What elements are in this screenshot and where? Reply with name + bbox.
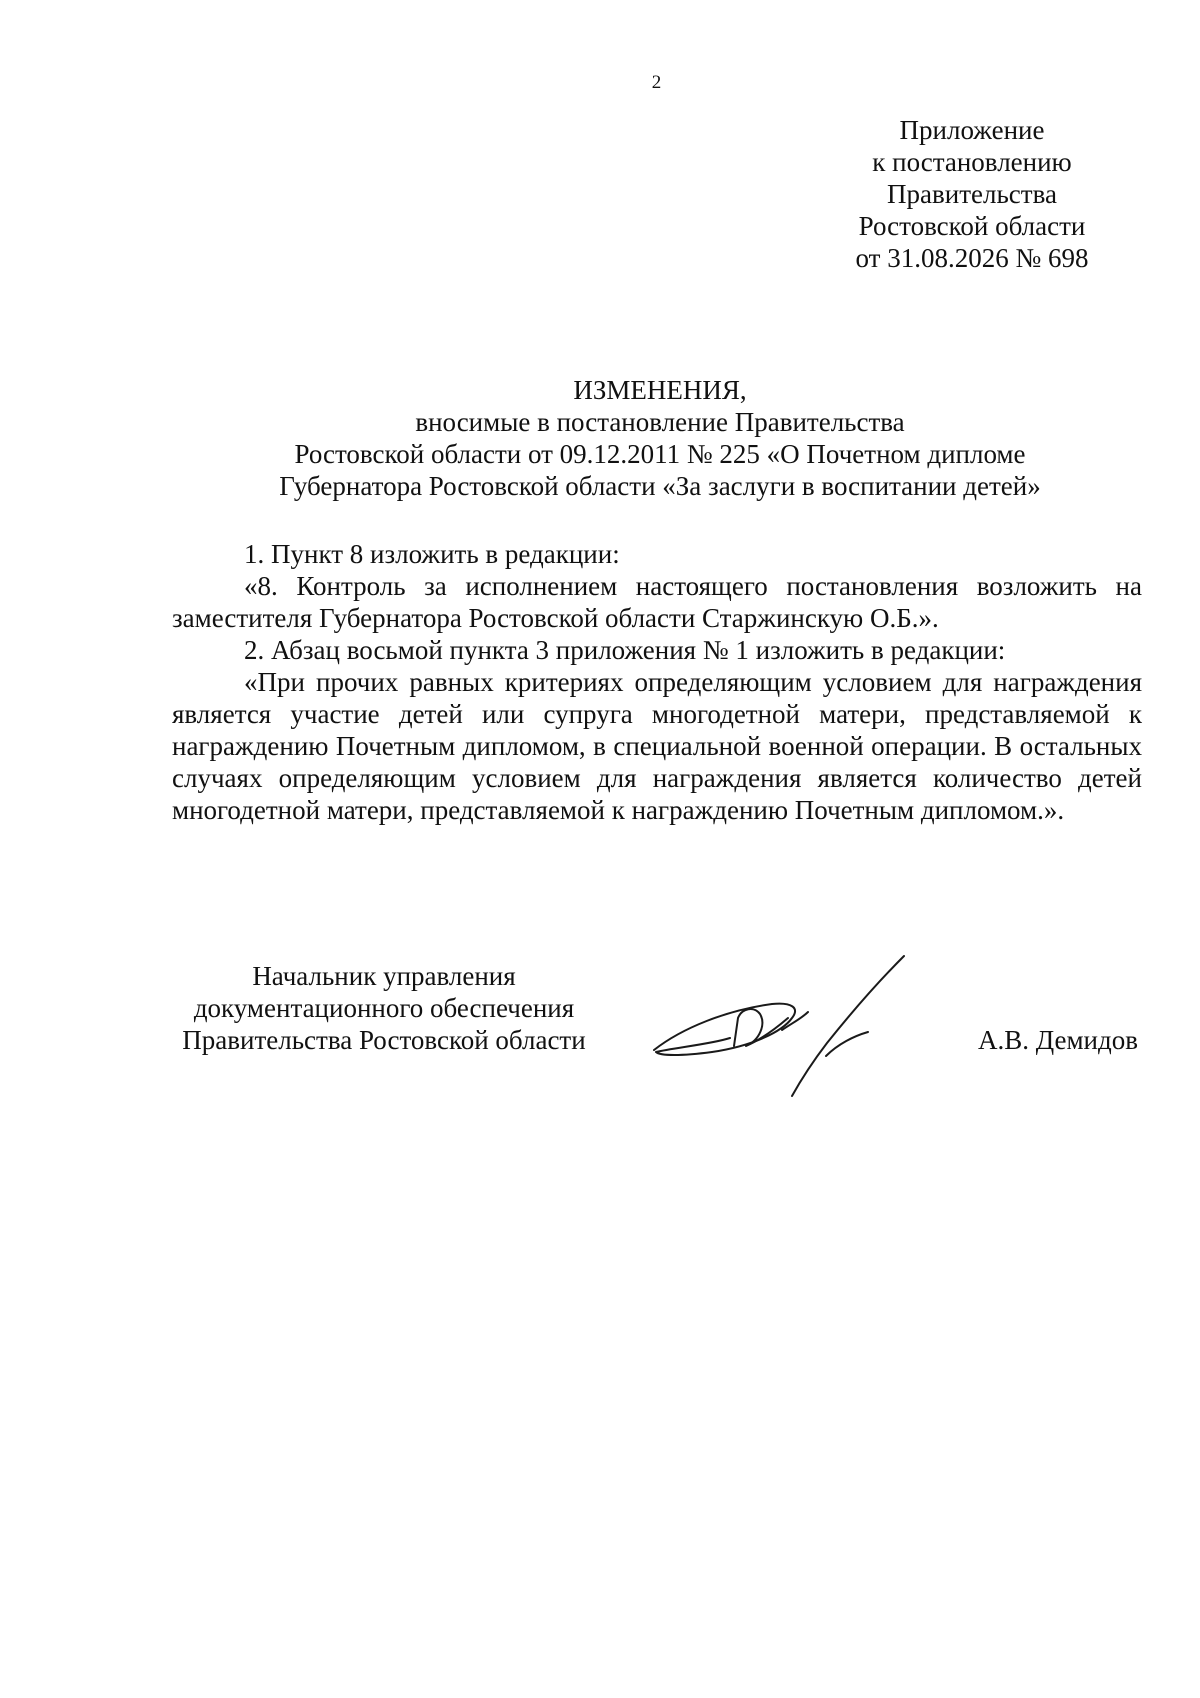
signer-position — [172, 960, 596, 1056]
signer-name: А.В. Демидов — [977, 1025, 1138, 1055]
appendix-line: от 31.08.2026 № 698 — [855, 243, 1089, 273]
body-paragraph: 1. Пункт 8 изложить в редакции: — [244, 539, 620, 569]
signature-stroke — [734, 1009, 788, 1046]
heading-line: Ростовской области от 09.12.2011 № 225 «О Почетном дипломе — [294, 439, 1026, 469]
heading-title: ИЗМЕНЕНИЯ, — [573, 375, 747, 405]
position-line: документационного обеспечения — [193, 993, 575, 1023]
document-heading — [220, 374, 1100, 502]
appendix-line: Правительства — [887, 179, 1057, 209]
handwritten-signature — [642, 948, 922, 1108]
appendix-line: к постановлению — [872, 147, 1072, 177]
signature-block — [172, 960, 1142, 1120]
heading-line: Губернатора Ростовской области «За заслуги в воспитании детей» — [279, 471, 1041, 501]
appendix-line: Ростовской области — [858, 211, 1086, 241]
appendix-block — [820, 114, 1124, 274]
position-line: Правительства Ростовской области — [182, 1025, 586, 1055]
document-body — [172, 538, 1142, 826]
body-paragraph: «При прочих равных критериях определяющим условием для награждения является участие детей или супруга многодетной матери, представляемой к награждению Почетным дипломом, в специальной военной операции. В остальных случаях определяющим условием для награждения является количество детей многодетной матери, представляемой к награждению Почетным дипломом.». — [172, 667, 1142, 825]
heading-line: вносимые в постановление Правительства — [415, 407, 905, 437]
body-paragraph: 2. Абзац восьмой пункта 3 приложения № 1 изложить в редакции: — [244, 635, 1006, 665]
appendix-line: Приложение — [899, 115, 1045, 145]
signature-stroke — [792, 956, 904, 1096]
body-paragraph: «8. Контроль за исполнением настоящего постановления возложить на заместителя Губернатора Ростовской области Старжинскую О.Б.». — [172, 571, 1142, 633]
position-line: Начальник управления — [252, 961, 516, 991]
page-number: 2 — [651, 72, 662, 93]
